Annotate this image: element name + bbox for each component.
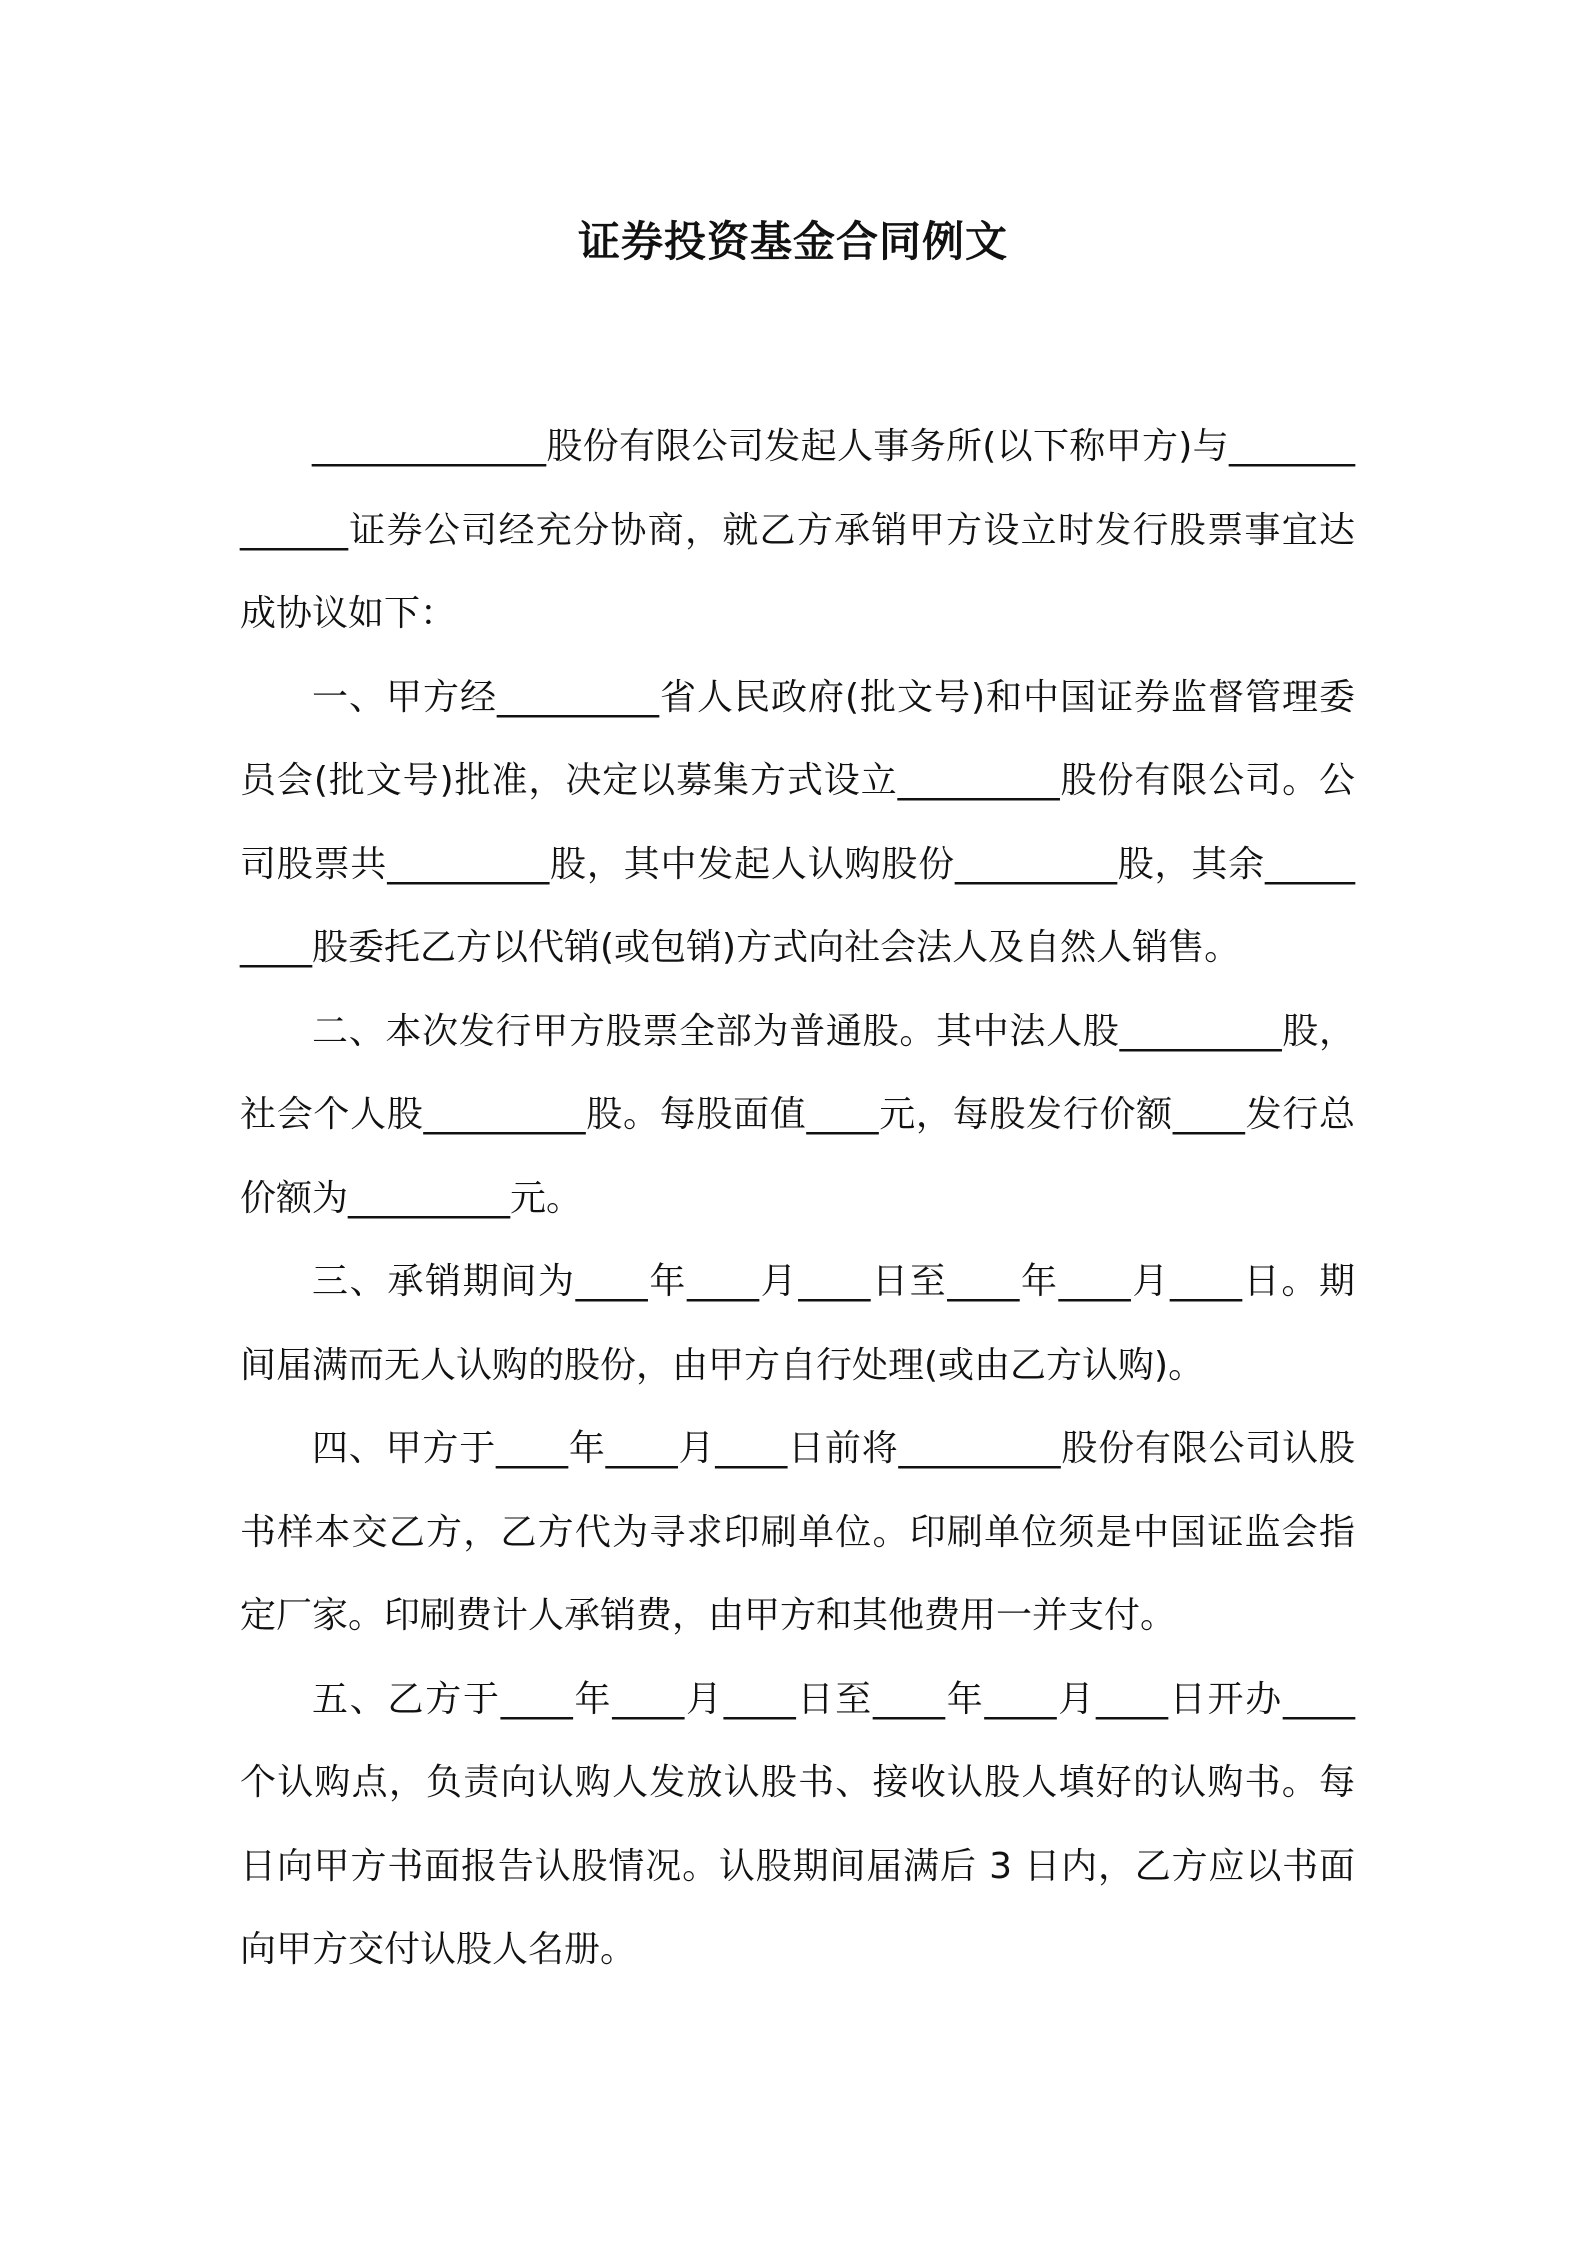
- paragraph-clause-5: 五、乙方于____年____月____日至____年____月____日开办____个认购点，负责向认购人发放认股书、接收认股人填好的认购书。每日向甲方书面报告认股情况。认股期间届满后 3 日内，乙方应以书面向甲方交付认股人名册。: [240, 1678, 1355, 1970]
- paragraph-intro: _____________股份有限公司发起人事务所(以下称甲方)与_____________证券公司经充分协商，就乙方承销甲方设立时发行股票事宜达成协议如下：: [240, 426, 1355, 634]
- paragraph-clause-3: 三、承销期间为____年____月____日至____年____月____日。期间届满而无人认购的股份，由甲方自行处理(或由乙方认购)。: [240, 1261, 1355, 1386]
- document-title: 证券投资基金合同例文: [577, 217, 1008, 266]
- paragraph-clause-4: 四、甲方于____年____月____日前将_________股份有限公司认股书样本交乙方，乙方代为寻求印刷单位。印刷单位须是中国证监会指定厂家。印刷费计人承销费，由甲方和其他费用一并支付。: [240, 1428, 1355, 1636]
- document-body: [240, 405, 1355, 1992]
- paragraph-clause-2: 二、本次发行甲方股票全部为普通股。其中法人股_________股，社会个人股_________股。每股面值____元，每股发行价额____发行总价额为_________元。: [240, 1010, 1355, 1219]
- paragraph-clause-1: 一、甲方经_________省人民政府(批文号)和中国证券监督管理委员会(批文号)批准，决定以募集方式设立_________股份有限公司。公司股票共_________股，其中发起人认购股份_________股，其余_________股委托乙方以代销(或包销)方式向社会法人及自然人销售。: [240, 676, 1355, 968]
